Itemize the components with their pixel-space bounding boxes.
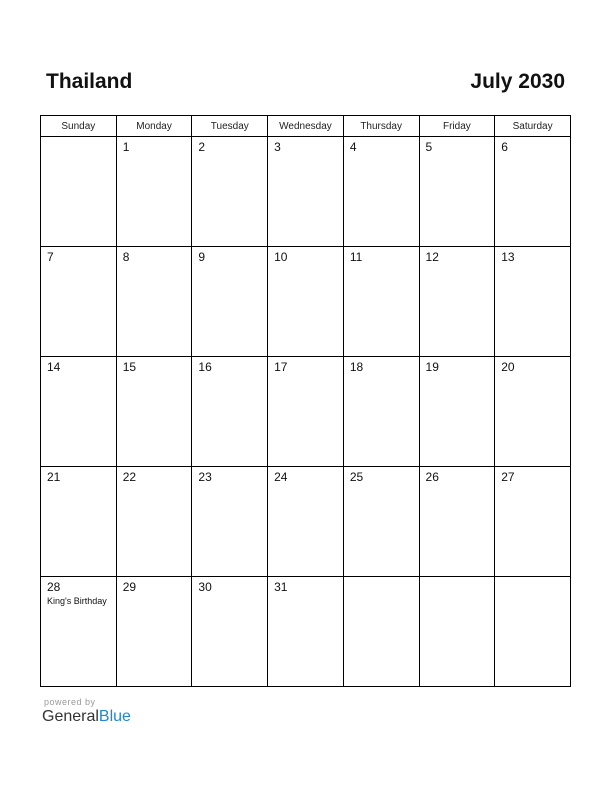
day-number bbox=[495, 577, 570, 580]
day-number: 6 bbox=[501, 140, 508, 154]
day-number: 2 bbox=[198, 140, 206, 154]
month-year-title: July 2030 bbox=[470, 70, 565, 93]
day-cell bbox=[41, 137, 117, 247]
weekday-tuesday: Tuesday bbox=[192, 116, 268, 137]
day-cell bbox=[41, 577, 117, 687]
day-cell bbox=[419, 137, 495, 247]
day-cell bbox=[343, 137, 419, 247]
day-cell bbox=[343, 357, 419, 467]
day-number: 23 bbox=[198, 470, 212, 484]
day-cell bbox=[192, 577, 268, 687]
day-cell bbox=[419, 247, 495, 357]
weekday-wednesday: Wednesday bbox=[268, 116, 344, 137]
day-number bbox=[41, 137, 116, 140]
logo-blue-text: Blue bbox=[98, 708, 131, 725]
day-cell bbox=[343, 467, 419, 577]
week-row-1 bbox=[41, 137, 571, 247]
day-number: 11 bbox=[349, 250, 363, 264]
day-cell bbox=[192, 137, 268, 247]
day-cell bbox=[41, 247, 117, 357]
day-cell bbox=[268, 467, 344, 577]
day-cell bbox=[268, 577, 344, 687]
day-cell bbox=[116, 247, 192, 357]
weekday-friday: Friday bbox=[419, 116, 495, 137]
weekday-monday: Monday bbox=[116, 116, 192, 137]
day-cell bbox=[495, 467, 571, 577]
day-cell bbox=[116, 137, 192, 247]
day-number bbox=[344, 577, 419, 580]
day-number: 7 bbox=[47, 250, 54, 264]
day-number: 24 bbox=[274, 470, 288, 484]
week-row-2 bbox=[41, 247, 571, 357]
day-number: 10 bbox=[274, 250, 288, 264]
day-number: 26 bbox=[425, 470, 439, 484]
day-cell bbox=[419, 577, 495, 687]
weekday-sunday: Sunday bbox=[41, 116, 117, 137]
day-cell bbox=[116, 467, 192, 577]
day-number: 27 bbox=[501, 470, 515, 484]
day-cell bbox=[343, 577, 419, 687]
day-number: 16 bbox=[198, 360, 212, 374]
day-cell bbox=[192, 357, 268, 467]
day-number: 19 bbox=[425, 360, 439, 374]
day-number: 30 bbox=[198, 580, 212, 594]
day-cell bbox=[268, 137, 344, 247]
day-cell bbox=[495, 357, 571, 467]
week-row-4 bbox=[41, 467, 571, 577]
day-number: 8 bbox=[122, 250, 130, 264]
day-number: 12 bbox=[425, 250, 439, 264]
day-cell bbox=[192, 247, 268, 357]
day-number: 25 bbox=[349, 470, 364, 484]
day-number: 21 bbox=[47, 470, 61, 484]
weekday-saturday: Saturday bbox=[495, 116, 571, 137]
generalblue-logo[interactable] bbox=[42, 708, 131, 726]
day-number bbox=[420, 577, 495, 580]
week-row-5 bbox=[41, 577, 571, 687]
day-cell bbox=[41, 467, 117, 577]
day-number: 18 bbox=[349, 360, 364, 374]
day-number: 4 bbox=[349, 140, 357, 154]
day-cell bbox=[419, 467, 495, 577]
day-number: 5 bbox=[425, 140, 433, 154]
day-cell bbox=[343, 247, 419, 357]
day-cell bbox=[41, 357, 117, 467]
day-cell bbox=[495, 247, 571, 357]
day-number: 3 bbox=[274, 140, 281, 154]
day-number: 28 bbox=[47, 580, 61, 594]
holiday-label: King's Birthday bbox=[47, 596, 107, 606]
day-number: 1 bbox=[122, 140, 130, 154]
day-number: 31 bbox=[274, 580, 288, 594]
day-cell bbox=[268, 247, 344, 357]
logo-general-text: General bbox=[42, 708, 99, 725]
day-cell bbox=[495, 137, 571, 247]
weekday-header-row bbox=[41, 116, 571, 137]
country-title: Thailand bbox=[46, 70, 133, 93]
day-number: 17 bbox=[274, 360, 288, 374]
powered-by-text: powered by bbox=[44, 697, 96, 707]
day-number: 22 bbox=[122, 470, 137, 484]
weekday-thursday: Thursday bbox=[343, 116, 419, 137]
day-cell bbox=[419, 357, 495, 467]
day-cell bbox=[192, 467, 268, 577]
day-cell bbox=[116, 357, 192, 467]
week-row-3 bbox=[41, 357, 571, 467]
day-cell bbox=[116, 577, 192, 687]
day-number: 20 bbox=[501, 360, 515, 374]
day-cell bbox=[268, 357, 344, 467]
calendar-grid bbox=[40, 115, 571, 687]
day-number: 13 bbox=[501, 250, 515, 264]
day-cell bbox=[495, 577, 571, 687]
day-number: 9 bbox=[198, 250, 206, 264]
day-number: 29 bbox=[122, 580, 137, 594]
day-number: 14 bbox=[47, 360, 61, 374]
day-number: 15 bbox=[122, 360, 137, 374]
